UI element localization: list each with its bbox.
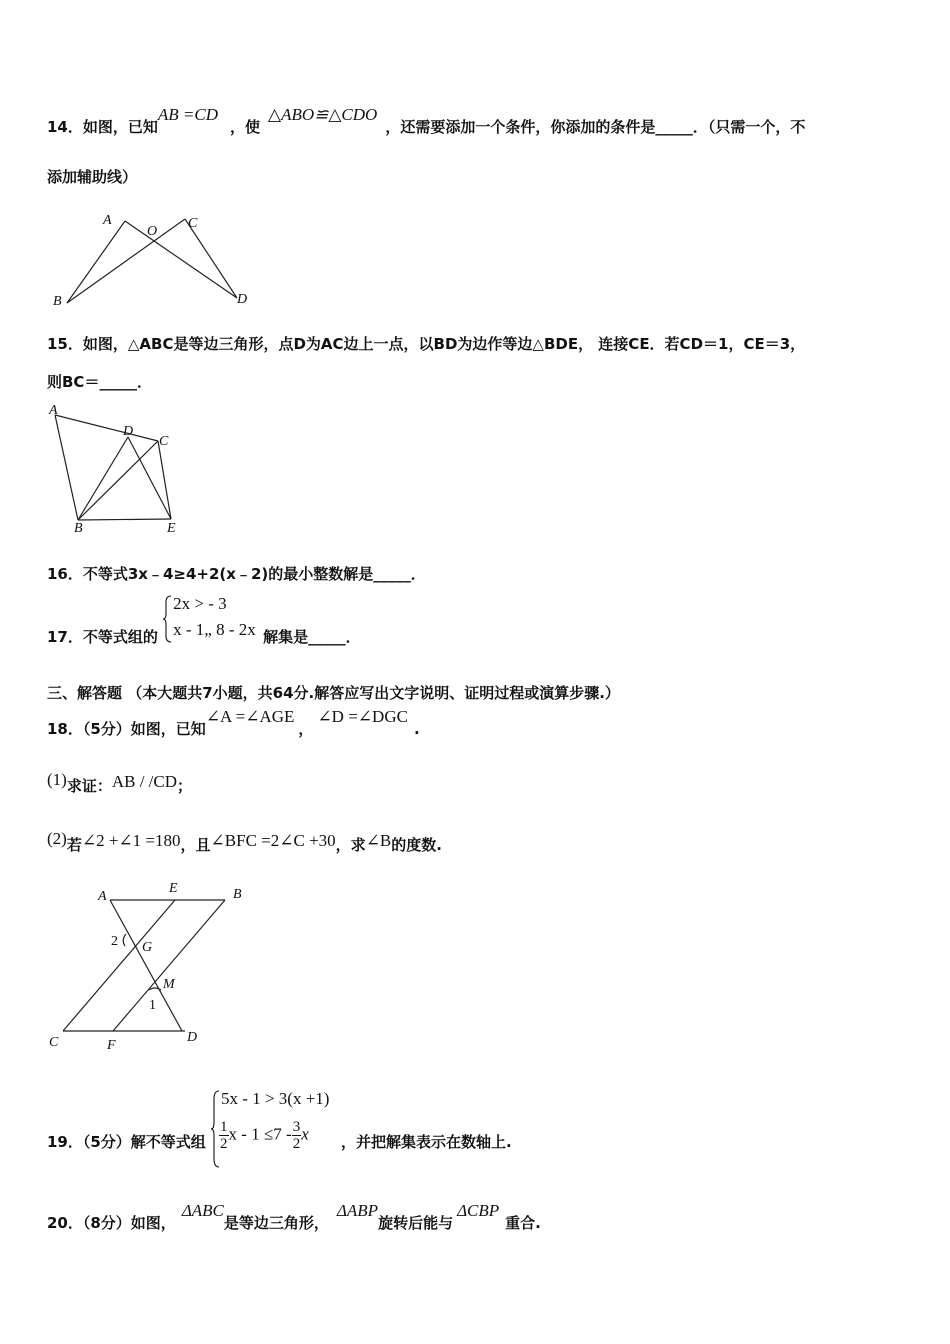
q20-math-3: ΔCBP — [457, 1201, 500, 1220]
q18-label-c: C — [49, 1035, 59, 1050]
q17-prefix: 17．不等式组的 — [47, 628, 158, 646]
q17-sys-line-2: x - 1„ 8 - 2x — [173, 620, 256, 639]
q14-figure — [45, 205, 265, 310]
q19-system — [211, 1089, 341, 1152]
q18-part1-number: (1) — [47, 770, 67, 789]
q17-sys-line-1: 2x > - 3 — [173, 594, 227, 613]
q18-part2-math-2: ∠BFC =2∠C +30 — [210, 831, 336, 850]
q18-math-2: ∠D =∠DGC — [317, 707, 408, 726]
q14-label-o: O — [147, 224, 158, 239]
q18-part2-b: ，且 — [180, 836, 211, 854]
q15-figure — [45, 400, 195, 535]
q18-part1-label: 求证： — [66, 777, 112, 795]
q14-math-congruence: △ABO≌△CDO — [268, 105, 378, 124]
q19-frac-2-num: 3 — [292, 1119, 301, 1135]
q18-period: . — [413, 720, 420, 738]
q20-math-1: ΔABC — [181, 1201, 224, 1220]
q20-math-2: ΔABP — [336, 1201, 379, 1220]
question-20 — [47, 1201, 541, 1233]
q18-part2-math-3: ∠B — [365, 831, 392, 850]
question-14-line-1 — [47, 105, 806, 137]
q19-suffix: ，并把解集表示在数轴上. — [341, 1133, 512, 1151]
q15-line1: 15．如图，△ABC是等边三角形，点D为AC边上一点，以BD为边作等边△BDE， 连接CE．若CD＝1，CE＝3， — [47, 335, 806, 353]
q18-label-g: G — [142, 940, 153, 955]
q18-math-1: ∠A =∠AGE — [205, 707, 295, 726]
q18-part2-d: 的度数. — [391, 836, 442, 854]
q18-part1-math: AB / /CD — [111, 772, 178, 791]
q19-frac-1 — [219, 1119, 229, 1152]
section-3-text: 三、解答题 （本大题共7小题，共64分.解答应写出文字说明、证明过程或演算步骤.） — [47, 684, 620, 702]
q19-prefix: 19．（5分）解不等式组 — [47, 1133, 206, 1151]
q18-label-d: D — [187, 1030, 198, 1045]
q15-label-a: A — [49, 403, 58, 418]
q17-brace — [163, 594, 173, 644]
question-18-line-1 — [47, 707, 420, 739]
q14-mid: ，使 — [229, 118, 260, 136]
q18-part2-math-1: ∠2 +∠1 =180 — [81, 831, 181, 850]
q18-part2-c: ，求 — [335, 836, 366, 854]
q14-label-d: D — [237, 292, 248, 307]
q14-label-c: C — [188, 216, 198, 231]
q15-label-d: D — [123, 424, 134, 439]
q16-text: 16．不等式3x﹣4≥4+2(x﹣2)的最小整数解是_____． — [47, 565, 426, 583]
q18-part2-a: 若 — [66, 836, 82, 854]
q18-label-a: A — [98, 889, 107, 904]
q14-label-a: A — [103, 213, 112, 228]
q18-part2-number: (2) — [47, 829, 67, 848]
q14-math-ab-cd: AB =CD — [157, 105, 218, 124]
q18-comma: ， — [298, 720, 314, 738]
q14-label-b: B — [53, 294, 62, 309]
q15-label-b: B — [74, 521, 83, 535]
q19-sys-x: x — [301, 1124, 309, 1144]
q15-label-e: E — [167, 521, 176, 535]
q19-sys-line-2 — [219, 1119, 309, 1152]
question-18-part-1 — [47, 770, 193, 796]
question-15-line-2 — [47, 371, 152, 392]
question-14-line-2 — [47, 166, 137, 187]
question-17 — [47, 594, 361, 647]
q18-label-e: E — [169, 881, 178, 896]
q19-sys-mid: x - 1 ≤7 - — [228, 1124, 292, 1144]
q19-frac-1-den: 2 — [220, 1136, 228, 1152]
q14-prefix: 14．如图，已知 — [47, 118, 158, 136]
q18-label-1: 1 — [149, 998, 156, 1013]
q18-label-f: F — [107, 1038, 116, 1053]
q20-mid-2: 旋转后能与 — [378, 1214, 454, 1232]
q19-frac-2 — [292, 1119, 302, 1152]
question-16 — [47, 563, 426, 584]
q15-label-c: C — [159, 434, 169, 449]
q19-frac-2-den: 2 — [292, 1136, 301, 1152]
q18-part1-end: ； — [177, 777, 193, 795]
q17-system — [163, 594, 263, 642]
q14-suffix: ，还需要添加一个条件，你添加的条件是_____．（只需一个，不 — [385, 118, 806, 136]
q18-label-b: B — [233, 887, 242, 902]
q19-sys-line-1: 5x - 1 > 3(x +1) — [221, 1089, 330, 1108]
q20-prefix: 20．（8分）如图， — [47, 1214, 176, 1232]
q20-suffix: 重合. — [505, 1214, 541, 1232]
question-15-line-1 — [47, 333, 805, 354]
q18-label-2: 2 — [111, 934, 118, 949]
q15-line2: 则BC＝_____． — [47, 373, 152, 391]
question-19 — [47, 1089, 512, 1152]
q18-label-m: M — [163, 977, 175, 992]
section-3-title — [47, 682, 620, 703]
q20-mid-1: 是等边三角形， — [223, 1214, 329, 1232]
q14-line2: 添加辅助线） — [47, 168, 138, 186]
q18-figure — [45, 878, 265, 1058]
question-18-part-2 — [47, 829, 442, 855]
q17-suffix: 解集是_____． — [263, 628, 361, 646]
q18-prefix: 18．（5分）如图，已知 — [47, 720, 206, 738]
q19-frac-1-num: 1 — [220, 1119, 228, 1135]
